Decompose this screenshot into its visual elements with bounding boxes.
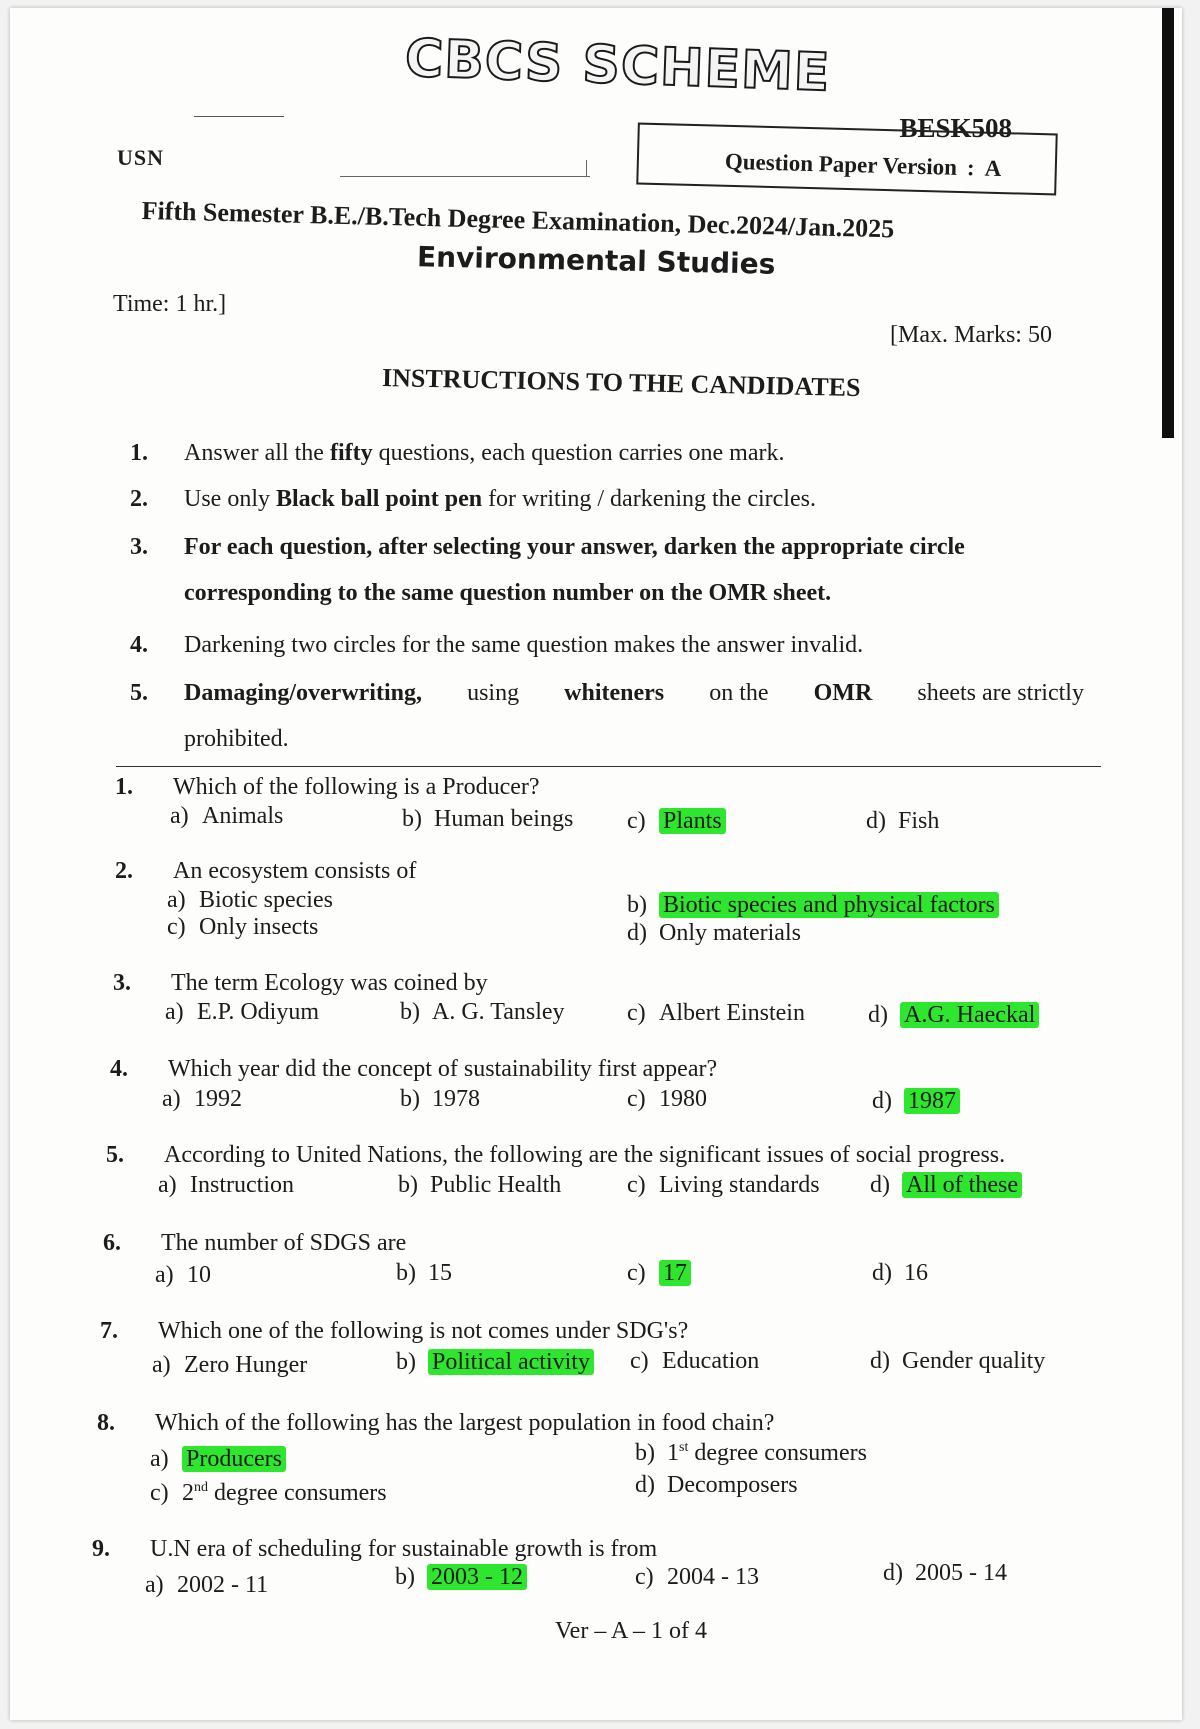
page-footer: Ver – A – 1 of 4 — [555, 1618, 707, 1644]
usn-label: USN — [117, 145, 165, 170]
option: b) Biotic species and physical factors — [627, 892, 999, 919]
exam-title: Fifth Semester B.E./B.Tech Degree Examination, Dec.2024/Jan.2025 — [141, 196, 895, 244]
exam-page: CBCS SCHEME BESK508 USN Question Paper Version : A Fifth Semester B.E./B.Tech Degree Examination, Dec.2024/Jan.2025 Environmental Studies Time: 1 hr.] [Max. Marks: 50 INSTRUCTIONS TO THE CANDIDATES 1. Answer all the fifty questions, each question carries one mark. 2. Use only Black ball point pen for writing / darkening the circles. 3. For each question, after selecting your answer, darken the appropriate circle corresponding to the same question number on the OMR sheet. 4. Darkening two circles for the same question makes the answer invalid. 5. Damaging/overwriting, using whiteners on the OMR sheets are strictly prohibited. 1. Which of the following is a Producer? a) Animals b) Human beings c) Plants d) Fish 2. An ecosystem consists of a) Biotic species b) Biotic species and physical factors c) Only insects d) Only materials 3. The term Ecology was coined by a) E.P. Odiyum b) A. G. Tansley c) Albert Einstein d) A.G. Haeckal 4. Which year did the concept of sustainability first appear? a) 1992 b) 1978 c) 1980 d) 1987 5. According to United Nations, the following are the significant issues of social progress. a) Instruction b) Public Health c) Living standards d) All of these 6. The number of SDGS are a) 10 b) 15 c) 17 d) 16 7. Which one of the following is not comes under SDG's? a) Zero Hunger b) Political activity c) Education d) Gender quality 8. Which of the following has the largest population in food chain? a) Producers b) 1st degree consumers c) 2nd degree consumers d) Decomposers 9. U.N era of scheduling for sustainable growth is from a) 2002 - 11 b) 2003 - 12 c) 2004 - 13 d) 2005 - 14 Ver – A – 1 of 4 — [10, 8, 1182, 1720]
option: c) Albert Einstein — [627, 1000, 805, 1026]
option: c) Living standards — [627, 1172, 820, 1198]
answer-highlight: Biotic species and physical factors — [659, 892, 999, 918]
version-value: A — [984, 155, 1002, 182]
option: b) 15 — [396, 1260, 452, 1286]
option: d) All of these — [870, 1172, 1022, 1199]
option: a) 10 — [155, 1262, 211, 1288]
option: a) 1992 — [162, 1086, 242, 1112]
section-divider — [116, 766, 1101, 767]
exam-time: Time: 1 hr.] — [113, 291, 227, 317]
subject-title: Environmental Studies — [416, 240, 776, 281]
max-marks: [Max. Marks: 50 — [890, 322, 1052, 348]
option: a) Biotic species — [167, 887, 333, 913]
option: d) A.G. Haeckal — [868, 1002, 1039, 1029]
option: c) 2nd degree consumers — [150, 1480, 387, 1506]
answer-highlight: 17 — [659, 1260, 691, 1286]
option: d) 16 — [872, 1260, 928, 1286]
option: c) 17 — [627, 1260, 691, 1287]
option: c) Plants — [627, 808, 726, 835]
option: a) 2002 - 11 — [145, 1572, 269, 1598]
option: b) 1st degree consumers — [635, 1440, 867, 1466]
version-box — [636, 123, 1057, 196]
answer-highlight: Producers — [182, 1446, 286, 1472]
option: c) Only insects — [167, 914, 319, 940]
answer-highlight: A.G. Haeckal — [900, 1002, 1039, 1028]
option: c) 1980 — [627, 1086, 707, 1112]
option: a) Instruction — [158, 1172, 294, 1198]
option: d) Fish — [866, 808, 940, 834]
answer-highlight: 1987 — [904, 1088, 960, 1114]
answer-highlight: Political activity — [428, 1349, 594, 1375]
option: d) 1987 — [872, 1088, 960, 1115]
answer-highlight: Plants — [659, 808, 726, 834]
option: b) Human beings — [402, 806, 574, 832]
answer-highlight: All of these — [902, 1172, 1022, 1198]
instructions-heading: INSTRUCTIONS TO THE CANDIDATES — [381, 362, 861, 403]
option: d) Gender quality — [870, 1348, 1046, 1374]
option: b) A. G. Tansley — [400, 999, 565, 1025]
scan-edge-bar — [1162, 8, 1174, 438]
option: b) Public Health — [398, 1172, 562, 1198]
option: d) 2005 - 14 — [883, 1560, 1007, 1586]
version-label: Question Paper Version — [724, 148, 958, 180]
subject-code: BESK508 — [899, 113, 1012, 143]
option: b) 2003 - 12 — [395, 1564, 527, 1591]
scheme-stamp: CBCS SCHEME — [404, 28, 832, 104]
option: a) Producers — [150, 1446, 286, 1473]
version-separator: : — [966, 155, 975, 181]
usn-box — [190, 116, 590, 178]
option: b) 1978 — [400, 1086, 480, 1112]
option: c) 2004 - 13 — [635, 1564, 759, 1590]
option: a) Animals — [170, 803, 284, 829]
answer-highlight: 2003 - 12 — [427, 1564, 527, 1590]
option: b) Political activity — [396, 1349, 594, 1376]
option: d) Decomposers — [635, 1472, 798, 1498]
option: a) E.P. Odiyum — [165, 999, 320, 1025]
option: c) Education — [630, 1348, 760, 1374]
option: a) Zero Hunger — [152, 1352, 308, 1378]
option: d) Only materials — [627, 920, 801, 946]
